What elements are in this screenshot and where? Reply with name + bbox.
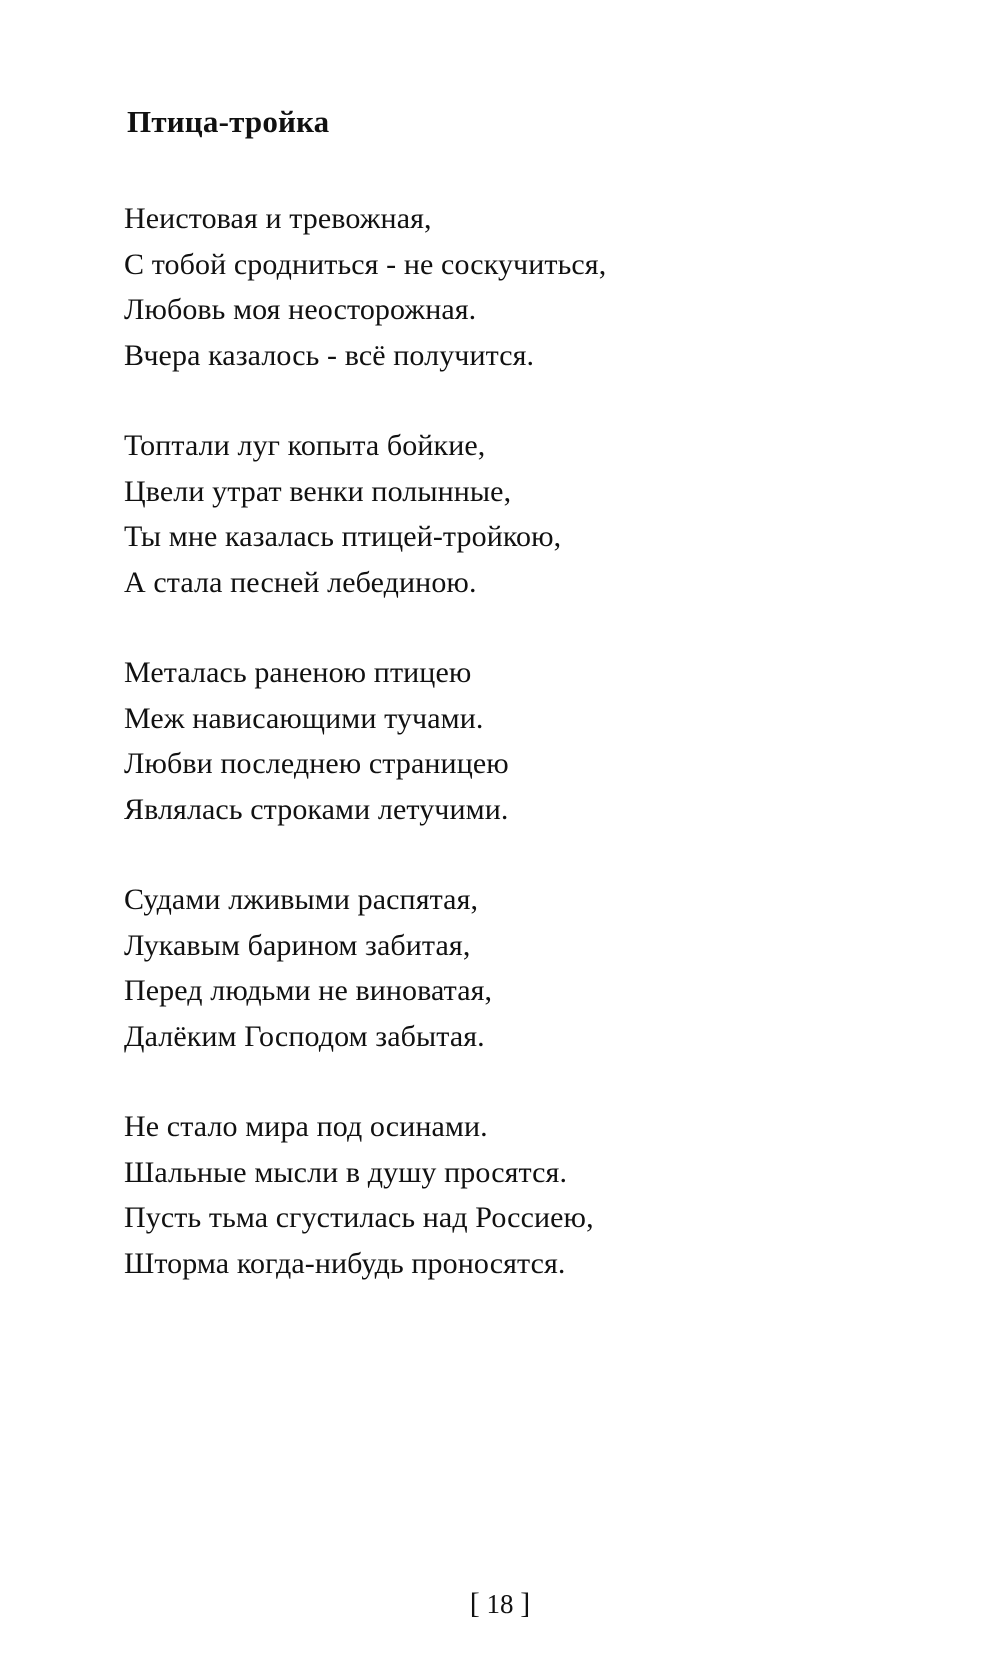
page-number-value: 18 xyxy=(486,1589,514,1619)
stanza-4-line-1: Судами лживыми распятая, xyxy=(124,883,479,916)
stanza-4-line-3: Перед людьми не виноватая, xyxy=(124,974,493,1007)
stanza-2-line-2: Цвели утрат венки полынные, xyxy=(124,474,512,508)
stanza-1 xyxy=(124,196,904,378)
stanza-3 xyxy=(124,650,904,832)
stanza-5 xyxy=(124,1104,904,1286)
stanza-2 xyxy=(124,423,904,605)
stanza-1-line-3: Любовь моя неосторожная. xyxy=(124,293,477,326)
stanza-2-line-3: Ты мне казалась птицей-тройкою, xyxy=(124,520,562,553)
stanza-5-line-3: Пусть тьма сгустилась над Россиею, xyxy=(124,1201,594,1234)
stanza-3-line-2: Меж нависающими тучами. xyxy=(124,701,484,735)
stanza-2-line-4: А стала песней лебединою. xyxy=(124,565,477,599)
stanza-5-line-1: Не стало мира под осинами. xyxy=(124,1110,488,1143)
poem-title: Птица-тройка xyxy=(127,104,330,139)
stanza-3-line-1: Металась раненою птицею xyxy=(124,656,472,689)
page-number xyxy=(0,1587,1000,1621)
stanza-1-line-2: С тобой сродниться - не соскучиться, xyxy=(124,247,607,281)
stanza-5-line-4: Шторма когда-нибудь проносятся. xyxy=(124,1246,566,1280)
stanza-4 xyxy=(124,877,904,1059)
stanza-3-line-3: Любви последнею страницею xyxy=(124,747,509,780)
page-number-open-bracket: [ xyxy=(469,1587,480,1620)
stanza-4-line-4: Далёким Господом забытая. xyxy=(124,1019,485,1053)
stanza-1-line-4: Вчера казалось - всё получится. xyxy=(124,338,535,372)
page-number-close-bracket: ] xyxy=(520,1587,531,1620)
stanza-4-line-2: Лукавым барином забитая, xyxy=(124,928,471,962)
stanza-1-line-1: Неистовая и тревожная, xyxy=(124,202,432,235)
stanza-5-line-2: Шальные мысли в душу просятся. xyxy=(124,1155,568,1189)
stanza-3-line-4: Являлась строками летучими. xyxy=(124,792,509,826)
stanza-2-line-1: Топтали луг копыта бойкие, xyxy=(124,429,486,462)
